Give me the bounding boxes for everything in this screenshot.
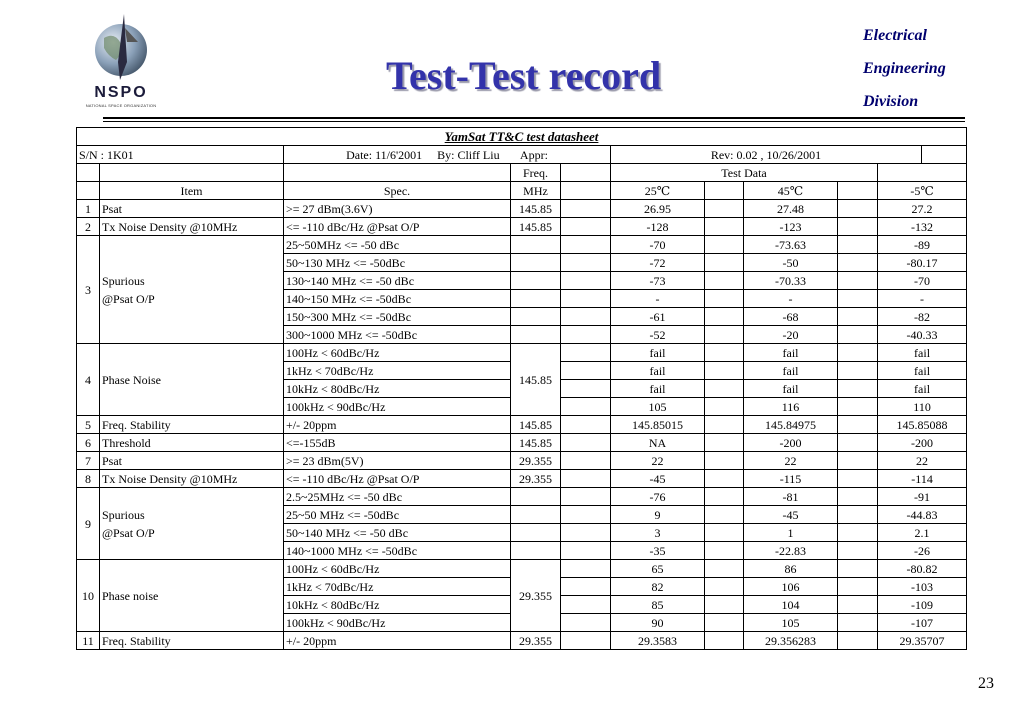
row-spec: 25~50MHz <= -50 dBc — [284, 236, 511, 254]
value-25c: -76 — [611, 488, 705, 506]
table-row — [77, 470, 967, 488]
value-25c: 85 — [611, 596, 705, 614]
row-spec: 2.5~25MHz <= -50 dBc — [284, 488, 511, 506]
serial-number: S/N : 1K01 — [77, 146, 284, 164]
row-spec: >= 23 dBm(5V) — [284, 452, 511, 470]
row-freq: 145.85 — [511, 434, 561, 452]
value-45c: 106 — [744, 578, 838, 596]
value-minus5c: -200 — [878, 434, 967, 452]
row-spec: <=-155dB — [284, 434, 511, 452]
value-45c: fail — [744, 344, 838, 362]
value-45c: 105 — [744, 614, 838, 632]
header-row-2 — [77, 182, 967, 200]
value-minus5c: 22 — [878, 452, 967, 470]
value-25c: 3 — [611, 524, 705, 542]
row-item-sub: @Psat O/P — [100, 524, 284, 542]
value-45c: 116 — [744, 398, 838, 416]
row-number: 7 — [77, 452, 100, 470]
table-row — [77, 488, 967, 506]
freq-header: Freq. — [511, 164, 561, 182]
temp-45-header: 45℃ — [744, 182, 838, 200]
table-row — [77, 416, 967, 434]
row-freq: 145.85 — [511, 218, 561, 236]
value-45c: 104 — [744, 596, 838, 614]
value-minus5c: -44.83 — [878, 506, 967, 524]
value-45c: fail — [744, 380, 838, 398]
table-row — [77, 236, 967, 254]
value-25c: 82 — [611, 578, 705, 596]
value-25c: -72 — [611, 254, 705, 272]
value-45c: 29.356283 — [744, 632, 838, 650]
globe-icon — [94, 12, 148, 82]
sheet-title: YamSat TT&C test datasheet — [77, 128, 967, 146]
table-row — [77, 434, 967, 452]
value-25c: 29.3583 — [611, 632, 705, 650]
row-spec: 130~140 MHz <= -50 dBc — [284, 272, 511, 290]
value-minus5c: -80.17 — [878, 254, 967, 272]
value-45c: 22 — [744, 452, 838, 470]
table-row — [77, 506, 967, 524]
value-45c: -115 — [744, 470, 838, 488]
row-spec: <= -110 dBc/Hz @Psat O/P — [284, 470, 511, 488]
logo-text: NSPO — [94, 84, 148, 101]
value-25c: -35 — [611, 542, 705, 560]
value-25c: 22 — [611, 452, 705, 470]
row-spec: +/- 20ppm — [284, 632, 511, 650]
row-number: 11 — [77, 632, 100, 650]
value-minus5c: -80.82 — [878, 560, 967, 578]
value-45c: - — [744, 290, 838, 308]
value-minus5c: -103 — [878, 578, 967, 596]
value-minus5c: -114 — [878, 470, 967, 488]
mhz-header: MHz — [511, 182, 561, 200]
value-45c: -50 — [744, 254, 838, 272]
value-25c: 145.85015 — [611, 416, 705, 434]
sheet-date-by-appr — [284, 146, 611, 164]
value-25c: 26.95 — [611, 200, 705, 218]
value-minus5c: -82 — [878, 308, 967, 326]
value-minus5c: fail — [878, 362, 967, 380]
row-spec: 50~130 MHz <= -50dBc — [284, 254, 511, 272]
table-row — [77, 344, 967, 362]
value-25c: 105 — [611, 398, 705, 416]
value-25c: 65 — [611, 560, 705, 578]
value-45c: -22.83 — [744, 542, 838, 560]
value-45c: -123 — [744, 218, 838, 236]
table-row — [77, 272, 967, 290]
logo-subtext: NATIONAL SPACE ORGANIZATION — [85, 103, 157, 108]
row-item: Freq. Stability — [100, 632, 284, 650]
row-freq: 145.85 — [511, 200, 561, 218]
test-datasheet-table — [76, 127, 967, 650]
table-row — [77, 326, 967, 344]
value-25c: -52 — [611, 326, 705, 344]
value-45c: -81 — [744, 488, 838, 506]
row-spec: 300~1000 MHz <= -50dBc — [284, 326, 511, 344]
spec-header: Spec. — [284, 182, 511, 200]
header-rule-thin — [103, 121, 965, 122]
table-row — [77, 524, 967, 542]
row-item-sub: @Psat O/P — [100, 290, 284, 308]
value-minus5c: 27.2 — [878, 200, 967, 218]
value-25c: - — [611, 290, 705, 308]
row-number: 5 — [77, 416, 100, 434]
row-freq: 145.85 — [511, 344, 561, 416]
sheet-title-row — [77, 128, 967, 146]
value-minus5c: -107 — [878, 614, 967, 632]
value-45c: fail — [744, 362, 838, 380]
row-item: Tx Noise Density @10MHz — [100, 470, 284, 488]
row-spec: >= 27 dBm(3.6V) — [284, 200, 511, 218]
row-spec: +/- 20ppm — [284, 416, 511, 434]
row-item: Psat — [100, 200, 284, 218]
value-25c: fail — [611, 344, 705, 362]
row-freq: 29.355 — [511, 560, 561, 632]
value-45c: 86 — [744, 560, 838, 578]
value-25c: -45 — [611, 470, 705, 488]
table-row — [77, 218, 967, 236]
row-freq: 29.355 — [511, 470, 561, 488]
table-row — [77, 290, 967, 308]
value-minus5c: 2.1 — [878, 524, 967, 542]
sheet-revision: Rev: 0.02 , 10/26/2001 — [611, 146, 922, 164]
row-item: Tx Noise Density @10MHz — [100, 218, 284, 236]
row-spec: 50~140 MHz <= -50 dBc — [284, 524, 511, 542]
value-minus5c: 110 — [878, 398, 967, 416]
value-minus5c: -70 — [878, 272, 967, 290]
value-45c: -200 — [744, 434, 838, 452]
row-number: 3 — [77, 236, 100, 344]
row-item: Phase Noise — [100, 344, 284, 416]
value-45c: 1 — [744, 524, 838, 542]
row-item: Spurious — [100, 272, 284, 290]
value-minus5c: -91 — [878, 488, 967, 506]
value-45c: -45 — [744, 506, 838, 524]
row-item: Spurious — [100, 506, 284, 524]
row-freq: 29.355 — [511, 632, 561, 650]
value-minus5c: 145.85088 — [878, 416, 967, 434]
header-rule — [103, 117, 965, 119]
value-45c: -70.33 — [744, 272, 838, 290]
temp-25-header: 25℃ — [611, 182, 705, 200]
test-data-header: Test Data — [611, 164, 878, 182]
value-25c: fail — [611, 362, 705, 380]
value-minus5c: -40.33 — [878, 326, 967, 344]
value-minus5c: -109 — [878, 596, 967, 614]
value-25c: 9 — [611, 506, 705, 524]
value-25c: fail — [611, 380, 705, 398]
division-line-1: Electrical — [863, 27, 927, 44]
table-row — [77, 452, 967, 470]
row-spec: 140~150 MHz <= -50dBc — [284, 290, 511, 308]
value-45c: 27.48 — [744, 200, 838, 218]
row-spec: 25~50 MHz <= -50dBc — [284, 506, 511, 524]
row-item: Psat — [100, 452, 284, 470]
value-minus5c: - — [878, 290, 967, 308]
row-number: 2 — [77, 218, 100, 236]
row-number: 9 — [77, 488, 100, 560]
value-minus5c: fail — [878, 344, 967, 362]
row-number: 6 — [77, 434, 100, 452]
value-25c: -70 — [611, 236, 705, 254]
value-minus5c: -132 — [878, 218, 967, 236]
row-spec: 150~300 MHz <= -50dBc — [284, 308, 511, 326]
value-minus5c: -89 — [878, 236, 967, 254]
value-minus5c: 29.35707 — [878, 632, 967, 650]
row-freq: 29.355 — [511, 452, 561, 470]
value-minus5c: -26 — [878, 542, 967, 560]
row-spec: 1kHz < 70dBc/Hz — [284, 578, 511, 596]
sheet-date: Date: 11/6'2001 — [346, 147, 423, 162]
row-spec: 100Hz < 60dBc/Hz — [284, 560, 511, 578]
table-row — [77, 560, 967, 578]
table-row — [77, 632, 967, 650]
value-45c: -68 — [744, 308, 838, 326]
row-spec: 140~1000 MHz <= -50dBc — [284, 542, 511, 560]
page-number: 23 — [978, 675, 994, 692]
value-45c: -20 — [744, 326, 838, 344]
row-spec: 100Hz < 60dBc/Hz — [284, 344, 511, 362]
row-spec: 10kHz < 80dBc/Hz — [284, 380, 511, 398]
value-25c: NA — [611, 434, 705, 452]
table-row — [77, 200, 967, 218]
table-row — [77, 308, 967, 326]
table-row — [77, 542, 967, 560]
value-25c: -128 — [611, 218, 705, 236]
page-title: Test-Test record — [386, 53, 662, 98]
row-spec: 10kHz < 80dBc/Hz — [284, 596, 511, 614]
item-header: Item — [100, 182, 284, 200]
header-row-1 — [77, 164, 967, 182]
division-line-2: Engineering — [863, 60, 946, 77]
value-25c: 90 — [611, 614, 705, 632]
nspo-logo — [82, 12, 160, 108]
temp-minus5-header: -5℃ — [878, 182, 967, 200]
row-item: Freq. Stability — [100, 416, 284, 434]
table-row — [77, 254, 967, 272]
row-number: 10 — [77, 560, 100, 632]
row-item: Phase noise — [100, 560, 284, 632]
value-25c: -73 — [611, 272, 705, 290]
row-number: 8 — [77, 470, 100, 488]
row-number: 4 — [77, 344, 100, 416]
sheet-info-row — [77, 146, 967, 164]
value-25c: -61 — [611, 308, 705, 326]
row-item: Threshold — [100, 434, 284, 452]
value-45c: -73.63 — [744, 236, 838, 254]
row-number: 1 — [77, 200, 100, 218]
row-spec: <= -110 dBc/Hz @Psat O/P — [284, 218, 511, 236]
row-freq: 145.85 — [511, 416, 561, 434]
value-45c: 145.84975 — [744, 416, 838, 434]
value-minus5c: fail — [878, 380, 967, 398]
row-spec: 1kHz < 70dBc/Hz — [284, 362, 511, 380]
row-spec: 100kHz < 90dBc/Hz — [284, 398, 511, 416]
sheet-by: By: Cliff Liu — [437, 147, 500, 162]
sheet-appr: Appr: — [519, 147, 548, 162]
row-spec: 100kHz < 90dBc/Hz — [284, 614, 511, 632]
division-line-3: Division — [863, 93, 919, 110]
